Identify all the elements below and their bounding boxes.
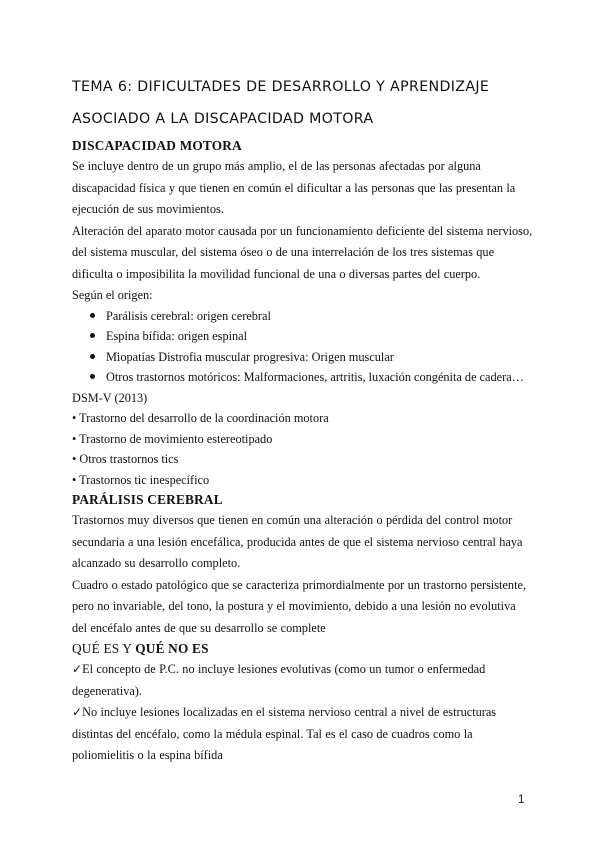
dsm-label: DSM-V (2013)	[72, 390, 148, 405]
document-page	[72, 72, 534, 767]
paragraph: Cuadro o estado patológico que se caracteriza primordialmente por un trastorno persistente, pero no invariable, del tono, la postura y el movimiento, debido a una lesión no evolutiva del encéfalo antes de que su desarrollo se complete	[72, 577, 527, 635]
check-item: ✓No incluye lesiones localizadas en el sistema nervioso central a nivel de estructuras distintas del encéfalo, como la médula espinal. Tal es el caso de cuadros como la poliomielitis o la espina bífida	[72, 705, 497, 762]
list-item: Otros trastornos motóricos: Malformaciones, artritis, luxación congénita de cadera…	[90, 367, 534, 388]
bullet-icon	[90, 313, 95, 318]
list-item: Espina bífida: origen espinal	[90, 326, 534, 347]
list-item: Miopatías Distrofia muscular progresiva: Origen muscular	[90, 347, 534, 368]
dsm-item: • Trastorno de movimiento estereotipado	[72, 431, 273, 446]
title-line-2: ASOCIADO A LA DISCAPACIDAD MOTORA	[72, 111, 374, 127]
check-icon: ✓	[72, 705, 83, 719]
paragraph: Se incluye dentro de un grupo más amplio, el de las personas afectadas por alguna discapacidad física y que tienen en común el dificultar a las personas que las presentan la ejecución de sus movimientos.	[72, 159, 516, 216]
dsm-item: • Trastorno del desarrollo de la coordinación motora	[72, 411, 329, 425]
section-discapacidad-motora	[72, 136, 534, 490]
check-icon: ✓	[72, 662, 83, 676]
bullet-icon	[90, 333, 95, 338]
title-line-1: TEMA 6: DIFICULTADES DE DESARROLLO Y APRENDIZAJE	[72, 79, 490, 95]
section-heading: PARÁLISIS CEREBRAL	[72, 492, 223, 507]
dsm-item: • Otros trastornos tics	[72, 452, 179, 466]
dsm-item: • Trastornos tic inespecífico	[72, 472, 210, 487]
list-item: Parálisis cerebral: origen cerebral	[90, 306, 534, 327]
origin-label: Según el origen:	[72, 288, 153, 302]
bullet-icon	[90, 354, 95, 359]
page-number: 1	[518, 794, 525, 806]
section-heading: QUÉ ES Y QUÉ NO ES	[72, 641, 209, 656]
paragraph: Alteración del aparato motor causada por un funcionamiento deficiente del sistema nervioso, del sistema muscular, del sistema óseo o de una interrelación de los tres sistemas que dificulta o imposibilita la movilidad funcional de una o diversas partes del cuerpo.	[72, 223, 533, 281]
section-heading: DISCAPACIDAD MOTORA	[72, 138, 242, 153]
paragraph: Trastornos muy diversos que tienen en común una alteración o pérdida del control motor secundaria a una lesión encefálica, producida antes de que el sistema nervioso central haya alcanzado su desarrollo completo.	[72, 513, 523, 570]
section-que-es-y-que-no-es	[72, 639, 534, 767]
section-paralisis-cerebral	[72, 490, 534, 639]
bullet-icon	[90, 374, 95, 379]
origin-list	[72, 306, 534, 388]
check-item: ✓El concepto de P.C. no incluye lesiones evolutivas (como un tumor o enfermedad degenerativa).	[72, 662, 486, 698]
